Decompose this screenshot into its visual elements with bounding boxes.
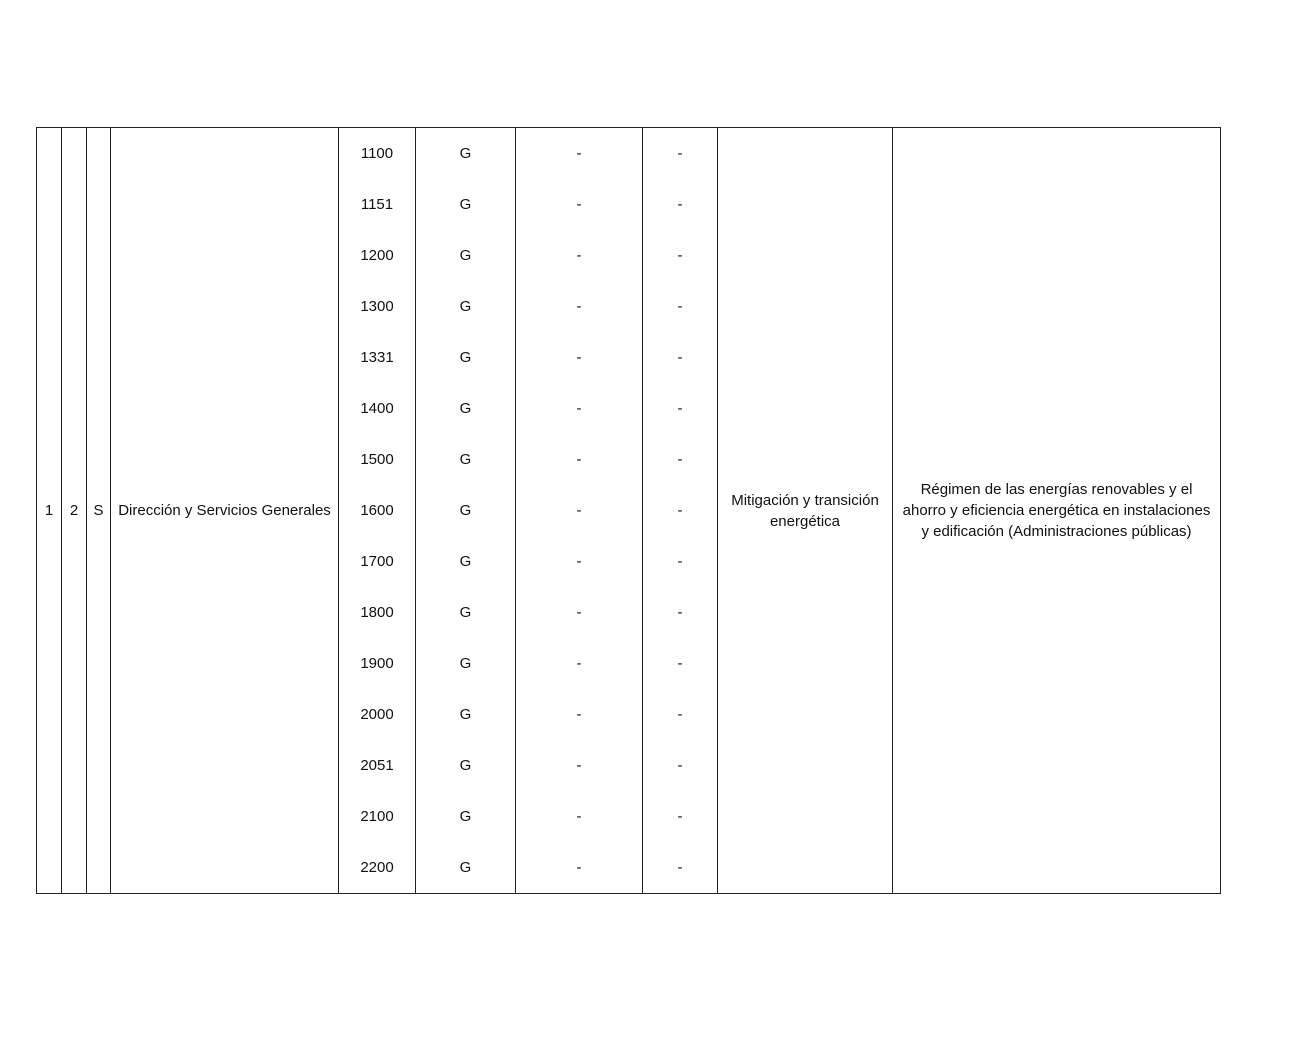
dash-cell-a: - [516, 842, 643, 894]
code-cell: 2100 [339, 791, 416, 842]
type-cell: G [416, 536, 516, 587]
dash-cell-b: - [643, 689, 718, 740]
data-table [36, 127, 1221, 894]
type-cell: G [416, 740, 516, 791]
table-row [37, 128, 1221, 180]
dash-cell-b: - [643, 587, 718, 638]
column-1-cell: 1 [37, 128, 62, 894]
code-cell: 1331 [339, 332, 416, 383]
code-cell: 1700 [339, 536, 416, 587]
department-cell: Dirección y Servicios Generales [111, 128, 339, 894]
dash-cell-a: - [516, 587, 643, 638]
code-cell: 1100 [339, 128, 416, 180]
dash-cell-b: - [643, 536, 718, 587]
dash-cell-a: - [516, 434, 643, 485]
dash-cell-a: - [516, 536, 643, 587]
code-cell: 1800 [339, 587, 416, 638]
dash-cell-b: - [643, 740, 718, 791]
dash-cell-a: - [516, 332, 643, 383]
type-cell: G [416, 281, 516, 332]
dash-cell-b: - [643, 434, 718, 485]
dash-cell-a: - [516, 128, 643, 180]
dash-cell-a: - [516, 281, 643, 332]
type-cell: G [416, 230, 516, 281]
dash-cell-b: - [643, 485, 718, 536]
regime-cell: Régimen de las energías renovables y el ahorro y eficiencia energética en instalaciones y edificación (Administraciones públicas) [893, 128, 1221, 894]
column-3-cell: S [87, 128, 111, 894]
dash-cell-b: - [643, 332, 718, 383]
dash-cell-b: - [643, 128, 718, 180]
code-cell: 2000 [339, 689, 416, 740]
type-cell: G [416, 791, 516, 842]
dash-cell-b: - [643, 383, 718, 434]
dash-cell-a: - [516, 179, 643, 230]
type-cell: G [416, 179, 516, 230]
code-cell: 1400 [339, 383, 416, 434]
type-cell: G [416, 434, 516, 485]
type-cell: G [416, 128, 516, 180]
dash-cell-b: - [643, 230, 718, 281]
dash-cell-b: - [643, 281, 718, 332]
code-cell: 2200 [339, 842, 416, 894]
type-cell: G [416, 332, 516, 383]
code-cell: 1300 [339, 281, 416, 332]
dash-cell-b: - [643, 791, 718, 842]
table-body [37, 128, 1221, 894]
type-cell: G [416, 587, 516, 638]
dash-cell-b: - [643, 638, 718, 689]
type-cell: G [416, 842, 516, 894]
code-cell: 1900 [339, 638, 416, 689]
type-cell: G [416, 689, 516, 740]
dash-cell-a: - [516, 740, 643, 791]
code-cell: 1200 [339, 230, 416, 281]
objective-cell: Mitigación y transición energética [718, 128, 893, 894]
dash-cell-a: - [516, 689, 643, 740]
dash-cell-a: - [516, 230, 643, 281]
dash-cell-b: - [643, 179, 718, 230]
code-cell: 1600 [339, 485, 416, 536]
type-cell: G [416, 383, 516, 434]
type-cell: G [416, 638, 516, 689]
code-cell: 2051 [339, 740, 416, 791]
dash-cell-a: - [516, 485, 643, 536]
code-cell: 1151 [339, 179, 416, 230]
dash-cell-a: - [516, 383, 643, 434]
type-cell: G [416, 485, 516, 536]
dash-cell-a: - [516, 791, 643, 842]
code-cell: 1500 [339, 434, 416, 485]
dash-cell-b: - [643, 842, 718, 894]
column-2-cell: 2 [62, 128, 87, 894]
dash-cell-a: - [516, 638, 643, 689]
